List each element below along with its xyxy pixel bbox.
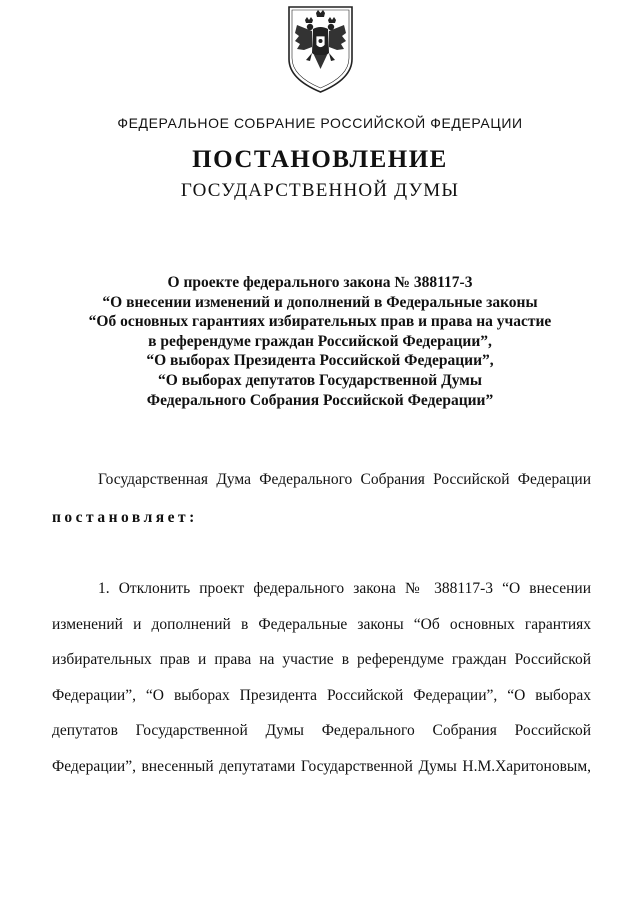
title-line: О проекте федерального закона № 388117-3 — [167, 274, 473, 291]
body-line: избирательных прав и права на участие в референдуме граждан Российской — [52, 651, 591, 669]
document-title — [80, 273, 560, 410]
organization-name: ФЕДЕРАЛЬНОЕ СОБРАНИЕ РОССИЙСКОЙ ФЕДЕРАЦИИ — [117, 115, 523, 131]
resolution-item-1 — [52, 578, 591, 792]
body-line: Федерации”, внесенный депутатами Государственной Думы Н.М.Харитоновым, — [52, 757, 591, 775]
preamble-text: Государственная Дума Федерального Собрания Российской Федерации — [98, 471, 591, 488]
body-line: 1. Отклонить проект федерального закона № 388117-3 “О внесении — [98, 580, 591, 597]
title-line: “О внесении изменений и дополнений в Федеральные законы — [102, 293, 538, 311]
title-line: Федерального Собрания Российской Федерации” — [146, 391, 494, 409]
title-line: “О выборах депутатов Государственной Думы — [158, 371, 482, 389]
title-line: “О выборах Президента Российской Федерации”, — [146, 352, 494, 370]
resolves-label: постановляет: — [52, 509, 198, 526]
body-line: изменений и дополнений в Федеральные законы “Об основных гарантиях — [52, 615, 591, 633]
document-type-heading: ПОСТАНОВЛЕНИЕ — [192, 146, 448, 173]
body-line: Федерации”, “О выборах Президента Российской Федерации”, “О выборах — [52, 686, 591, 704]
issuer-heading: ГОСУДАРСТВЕННОЙ ДУМЫ — [180, 180, 460, 201]
title-line: в референдуме граждан Российской Федерации”, — [148, 332, 492, 350]
title-line: “Об основных гарантиях избирательных прав и права на участие — [88, 313, 552, 331]
coat-of-arms-emblem — [283, 3, 358, 95]
body-line: депутатов Государственной Думы Федерального Собрания Российской — [52, 722, 591, 740]
